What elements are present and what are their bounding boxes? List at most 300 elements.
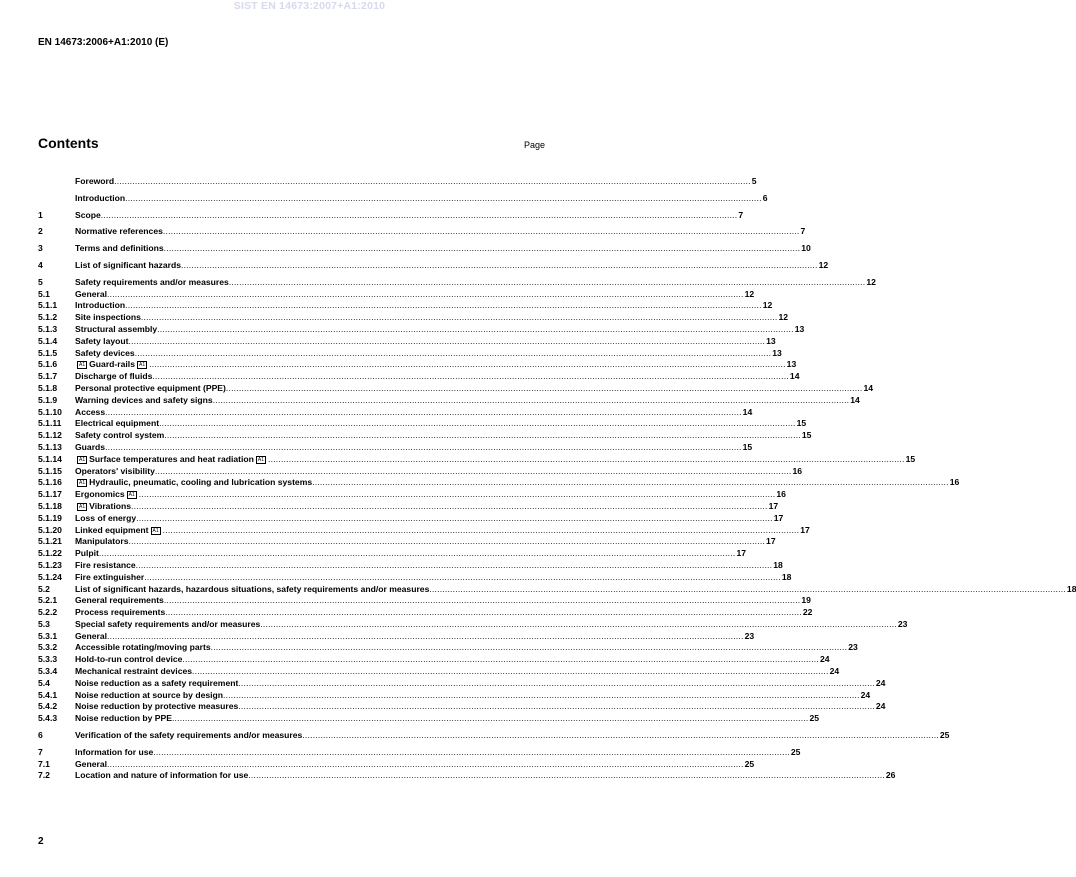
toc-entry[interactable] <box>38 382 874 395</box>
dot-leader <box>223 690 860 702</box>
toc-entry-title: Accessible rotating/moving parts <box>75 642 211 653</box>
toc-entry-title-wrap <box>75 312 141 324</box>
toc-entry-page: 19 <box>801 595 811 606</box>
dot-leader <box>155 466 792 478</box>
toc-entry[interactable] <box>38 209 744 222</box>
toc-entry-title-wrap <box>75 759 107 771</box>
toc-entry-page: 18 <box>1066 583 1076 594</box>
amendment-marker-icon: A1 <box>138 362 146 369</box>
dot-leader <box>153 747 790 759</box>
toc-entry-title-wrap <box>75 454 268 466</box>
toc-entry[interactable] <box>38 441 753 454</box>
toc-entry-title: Discharge of fluids <box>75 371 153 382</box>
toc-entry-page: 15 <box>742 441 753 452</box>
toc-entry-number: 5.2.1 <box>38 595 58 606</box>
dot-leader <box>163 525 800 537</box>
toc-entry[interactable] <box>38 418 807 430</box>
toc-entry-title: Operators' visibility <box>75 465 155 476</box>
dot-leader <box>164 243 801 255</box>
toc-entry-title-wrap <box>75 324 157 336</box>
dot-leader <box>99 548 736 560</box>
toc-entry-page: 25 <box>809 713 820 724</box>
toc-entry-title-wrap <box>75 176 114 188</box>
toc-entry-title: Noise reduction by PPE <box>75 713 172 724</box>
dot-leader <box>165 607 802 619</box>
toc-entry-page: 6 <box>762 192 768 203</box>
toc-entry-number: 7.1 <box>38 758 50 769</box>
toc-entry[interactable] <box>38 312 789 324</box>
dot-leader <box>164 430 801 442</box>
toc-entry-page: 12 <box>818 259 829 270</box>
toc-entry-title-wrap <box>75 501 131 513</box>
toc-entry-title-wrap <box>75 584 429 596</box>
toc-entry-page: 22 <box>802 607 813 618</box>
dot-leader <box>238 701 875 713</box>
watermark: SIST EN 14673:2007+A1:2010 <box>233 0 386 12</box>
toc-entry-number: 5.1.6 <box>38 359 58 370</box>
toc-entry-page: 13 <box>786 359 797 370</box>
toc-entry-title: Information for use <box>75 746 154 757</box>
dot-leader <box>139 489 776 501</box>
toc-entry-title-wrap <box>75 210 101 222</box>
toc-entry-number: 1 <box>38 209 43 220</box>
toc-entry-title-wrap <box>75 226 163 238</box>
amendment-marker-icon: A1 <box>152 527 159 534</box>
toc-entry-title: Noise reduction as a safety requirement <box>75 677 239 688</box>
toc-entry-page: 24 <box>829 666 840 677</box>
toc-entry-page: 24 <box>819 654 830 665</box>
toc-entry-title: Noise reduction by protective measures <box>75 701 239 712</box>
toc-entry-number: 5.1.10 <box>38 406 62 417</box>
dot-leader <box>105 407 742 419</box>
toc-entry[interactable] <box>38 571 792 584</box>
toc-entry-title: Introduction <box>75 300 126 311</box>
toc-entry-title-wrap <box>75 525 163 537</box>
toc-entry-title: List of significant hazards, hazardous situations, safety requirements and/or measures <box>75 583 430 594</box>
toc-entry-title-wrap <box>75 701 238 713</box>
toc-entry-number: 3 <box>38 243 43 254</box>
toc-entry-title-wrap <box>75 536 128 548</box>
toc-entry-title-wrap <box>75 407 105 419</box>
table-of-contents <box>38 176 1076 782</box>
toc-entry[interactable] <box>38 666 840 678</box>
toc-entry-number: 5.1.19 <box>38 512 62 523</box>
toc-entry-title-wrap <box>75 395 213 407</box>
toc-entry[interactable] <box>38 347 782 360</box>
toc-entry-title-wrap <box>75 713 172 725</box>
dot-leader <box>141 312 778 324</box>
toc-entry-number: 5.1.15 <box>38 465 62 476</box>
toc-entry-title-wrap <box>75 489 139 501</box>
toc-entry-page: 25 <box>939 730 950 741</box>
toc-entry-number: 5.4.2 <box>38 701 58 712</box>
toc-entry-page: 16 <box>776 489 786 500</box>
toc-entry-page: 14 <box>742 406 753 417</box>
toc-entry-number: 5.1.23 <box>38 559 62 570</box>
toc-entry-page: 14 <box>850 394 860 405</box>
dot-leader <box>159 418 796 430</box>
toc-entry[interactable] <box>38 770 896 782</box>
toc-entry[interactable] <box>38 453 916 466</box>
page-column-label: Page <box>523 140 545 150</box>
toc-entry-page: 5 <box>751 176 757 186</box>
toc-entry-title-wrap <box>75 595 164 607</box>
toc-entry-title: Noise reduction at source by design <box>75 689 224 700</box>
toc-entry-title-wrap <box>75 477 312 489</box>
toc-entry-title: Site inspections <box>75 312 141 323</box>
toc-entry-number: 5.4 <box>38 677 50 688</box>
dot-leader <box>135 348 772 360</box>
toc-entry[interactable] <box>38 259 829 272</box>
toc-entry-number: 5.3 <box>38 618 50 629</box>
toc-entry-number: 5.1.14 <box>38 453 62 464</box>
toc-entry-title: Hold-to-run control device <box>75 654 183 665</box>
toc-entry[interactable] <box>38 595 811 607</box>
toc-entry[interactable] <box>38 559 783 572</box>
toc-entry-title: Guards <box>75 441 106 452</box>
toc-entry[interactable] <box>38 406 753 419</box>
dot-leader <box>268 454 905 466</box>
toc-entry-title-wrap <box>75 654 182 666</box>
dot-leader <box>136 560 773 572</box>
dot-leader <box>157 324 794 336</box>
toc-entry-title-wrap <box>75 770 248 782</box>
toc-entry-title: Personal protective equipment (PPE) <box>75 382 226 393</box>
toc-entry-number: 5.3.1 <box>38 630 58 641</box>
toc-entry[interactable] <box>38 618 908 631</box>
toc-entry-title: Fire extinguisher <box>75 571 145 582</box>
toc-entry-title: Guard-rails <box>89 359 135 370</box>
dot-leader <box>312 477 949 489</box>
toc-entry[interactable] <box>38 335 776 348</box>
toc-entry-page: 10 <box>801 243 811 254</box>
toc-entry[interactable] <box>38 548 746 560</box>
toc-entry-title-wrap <box>75 560 136 572</box>
toc-entry[interactable] <box>38 500 779 513</box>
toc-entry[interactable] <box>38 730 950 742</box>
toc-entry-title-wrap <box>75 642 211 654</box>
dot-leader <box>229 277 866 289</box>
toc-entry-title: Pulpit <box>75 548 99 559</box>
dot-leader <box>101 210 738 222</box>
toc-entry-page: 14 <box>863 382 874 393</box>
dot-leader <box>181 260 818 272</box>
dot-leader <box>164 595 801 607</box>
toc-entry-page: 12 <box>744 288 755 299</box>
toc-entry-number: 5.1.20 <box>38 524 62 535</box>
toc-entry-title-wrap <box>75 300 125 312</box>
toc-entry[interactable] <box>38 524 810 537</box>
toc-entry-number: 7 <box>38 746 43 757</box>
toc-entry-number: 5.1.3 <box>38 323 58 334</box>
toc-entry-number: 2 <box>38 226 43 237</box>
contents-title: Contents <box>38 135 99 151</box>
toc-entry[interactable] <box>38 701 886 713</box>
toc-entry-title: Foreword <box>75 176 115 186</box>
toc-entry-page: 24 <box>875 701 886 712</box>
dot-leader <box>238 678 875 690</box>
toc-entry-page: 17 <box>768 500 779 511</box>
page-number: 2 <box>38 836 44 847</box>
toc-entry-page: 24 <box>875 677 886 688</box>
toc-entry-title: Verification of the safety requirements and/or measures <box>75 730 303 741</box>
toc-entry-title: Ergonomics <box>75 489 125 500</box>
dot-leader <box>125 300 762 312</box>
toc-entry-number: 5.1.16 <box>38 477 62 488</box>
amendment-marker-icon: A1 <box>79 480 86 487</box>
toc-entry[interactable] <box>38 465 803 478</box>
toc-entry-page: 15 <box>905 453 916 464</box>
toc-entry[interactable] <box>38 642 858 654</box>
dot-leader <box>429 584 1066 596</box>
toc-entry-number: 5.1.18 <box>38 500 62 511</box>
toc-entry-page: 12 <box>866 276 876 287</box>
toc-entry-number: 5.1.13 <box>38 441 62 452</box>
toc-entry-page: 25 <box>744 758 755 769</box>
toc-entry-title: Electrical equipment <box>75 418 160 429</box>
toc-entry-title: General <box>75 630 108 641</box>
toc-entry-title: Safety layout <box>75 335 129 346</box>
toc-entry-title-wrap <box>75 678 238 690</box>
toc-entry-title-wrap <box>75 336 129 348</box>
toc-entry-number: 5.2 <box>38 583 50 594</box>
dot-leader <box>125 193 762 205</box>
toc-entry-number: 5.1.8 <box>38 382 58 393</box>
toc-entry-title: Fire resistance <box>75 559 136 570</box>
toc-entry-title-wrap <box>75 442 105 454</box>
toc-entry[interactable] <box>38 758 755 771</box>
toc-entry-title: Safety control system <box>75 430 165 441</box>
toc-entry-number: 5.1 <box>38 288 50 299</box>
toc-entry-number: 5.1.24 <box>38 571 62 582</box>
amendment-marker-icon: A1 <box>79 456 86 463</box>
dot-leader <box>131 501 768 513</box>
toc-entry[interactable] <box>38 512 784 525</box>
toc-entry-number: 5.1.11 <box>38 418 62 429</box>
toc-entry-title: Scope <box>75 209 101 220</box>
dot-leader <box>144 572 781 584</box>
toc-entry[interactable] <box>38 536 776 548</box>
toc-entry-title: Normative references <box>75 226 163 237</box>
dot-leader <box>213 395 850 407</box>
toc-entry-title-wrap <box>75 548 99 560</box>
dot-leader <box>163 226 800 238</box>
toc-entry-title: List of significant hazards <box>75 259 182 270</box>
dot-leader <box>105 442 742 454</box>
toc-entry-number: 6 <box>38 730 43 741</box>
toc-entry-number: 5.3.4 <box>38 666 58 677</box>
dot-leader <box>226 383 863 395</box>
toc-entry-title-wrap <box>75 260 181 272</box>
toc-entry-number: 5.4.3 <box>38 713 58 724</box>
toc-entry-title: Manipulators <box>75 536 129 547</box>
toc-entry-page: 23 <box>897 618 908 629</box>
toc-entry-title-wrap <box>75 466 155 478</box>
toc-entry-number: 5.2.2 <box>38 607 58 618</box>
toc-entry-number: 5.1.4 <box>38 335 58 346</box>
toc-entry[interactable] <box>38 300 773 312</box>
amendment-marker-icon: A1 <box>257 456 265 463</box>
toc-entry-page: 18 <box>773 559 783 570</box>
toc-entry-title-wrap <box>75 690 223 702</box>
toc-entry[interactable] <box>38 630 755 643</box>
toc-entry-page: 16 <box>792 465 803 476</box>
toc-entry-number: 5.1.1 <box>38 300 58 311</box>
toc-entry-number: 5.1.17 <box>38 489 62 500</box>
toc-entry-number: 5 <box>38 276 43 287</box>
toc-entry[interactable] <box>38 276 876 289</box>
toc-entry-title-wrap <box>75 513 136 525</box>
toc-entry[interactable] <box>38 226 806 238</box>
amendment-marker-icon: A1 <box>79 362 86 369</box>
toc-entry-page: 15 <box>801 430 812 441</box>
toc-entry-page: 25 <box>790 746 801 757</box>
toc-entry-title: Warning devices and safety signs <box>75 394 213 405</box>
toc-entry-title: Safety requirements and/or measures <box>75 276 229 287</box>
toc-entry-title-wrap <box>75 607 165 619</box>
toc-entry-page: 26 <box>885 770 896 781</box>
toc-entry[interactable] <box>38 192 768 205</box>
toc-entry-page: 17 <box>800 524 810 535</box>
toc-entry-title: Safety devices <box>75 347 135 358</box>
toc-entry[interactable] <box>38 489 786 501</box>
toc-entry[interactable] <box>38 288 755 301</box>
dot-leader <box>260 619 897 631</box>
toc-entry-page: 13 <box>794 323 805 334</box>
toc-entry-title-wrap <box>75 359 149 371</box>
toc-entry-page: 23 <box>744 630 755 641</box>
toc-entry-title-wrap <box>75 619 260 631</box>
dot-leader <box>211 642 848 654</box>
toc-entry-page: 13 <box>772 347 782 358</box>
dot-leader <box>107 289 744 301</box>
dot-leader <box>136 513 773 525</box>
toc-entry-page: 7 <box>800 226 806 237</box>
toc-entry-title: Process requirements <box>75 607 166 618</box>
toc-entry[interactable] <box>38 677 886 690</box>
toc-entry-title-wrap <box>75 730 302 742</box>
toc-entry-title-wrap <box>75 193 125 205</box>
toc-entry-number: 7.2 <box>38 770 50 781</box>
toc-entry[interactable] <box>38 243 811 255</box>
toc-entry[interactable] <box>38 477 960 489</box>
toc-entry-page: 18 <box>781 571 792 582</box>
toc-entry-title-wrap <box>75 666 192 678</box>
toc-entry-title-wrap <box>75 243 164 255</box>
toc-entry-page: 14 <box>789 371 800 382</box>
toc-entry-number: 5.1.22 <box>38 548 62 559</box>
document-id: EN 14673:2006+A1:2010 (E) <box>38 37 169 48</box>
toc-entry-number: 5.1.5 <box>38 347 58 358</box>
toc-entry-title: Surface temperatures and heat radiation <box>89 453 254 464</box>
toc-entry[interactable] <box>38 713 820 725</box>
dot-leader <box>172 713 809 725</box>
toc-entry-title: Special safety requirements and/or measures <box>75 618 261 629</box>
toc-entry[interactable] <box>38 746 801 759</box>
toc-entry[interactable] <box>38 359 797 371</box>
toc-entry-title: Terms and definitions <box>75 243 164 254</box>
toc-entry[interactable] <box>38 394 860 407</box>
toc-entry-title: Structural assembly <box>75 323 158 334</box>
toc-entry-title-wrap <box>75 348 135 360</box>
toc-entry-title: Hydraulic, pneumatic, cooling and lubrication systems <box>89 477 313 488</box>
dot-leader <box>149 359 786 371</box>
toc-entry-title: General <box>75 758 108 769</box>
amendment-marker-icon: A1 <box>128 492 135 499</box>
toc-entry-number: 4 <box>38 259 43 270</box>
toc-entry-title: Introduction <box>75 192 126 203</box>
toc-entry-page: 12 <box>778 312 789 323</box>
toc-entry-title-wrap <box>75 383 226 395</box>
toc-entry-title: Mechanical restraint devices <box>75 666 193 677</box>
toc-entry-page: 23 <box>848 642 858 653</box>
toc-entry-title: Location and nature of information for use <box>75 770 249 781</box>
toc-entry-page: 12 <box>762 300 773 311</box>
toc-entry[interactable] <box>38 607 813 619</box>
dot-leader <box>152 371 789 383</box>
toc-entry-title-wrap <box>75 747 153 759</box>
toc-entry-title-wrap <box>75 631 107 643</box>
toc-entry-title-wrap <box>75 430 164 442</box>
toc-entry[interactable] <box>38 323 805 336</box>
toc-entry-title-wrap <box>75 289 107 301</box>
toc-entry-page: 16 <box>949 477 960 488</box>
toc-entry[interactable] <box>38 430 812 442</box>
dot-leader <box>129 336 766 348</box>
toc-entry[interactable] <box>38 654 830 666</box>
toc-entry[interactable] <box>38 176 757 188</box>
dot-leader <box>302 730 939 742</box>
dot-leader <box>114 176 751 188</box>
toc-entry[interactable] <box>38 689 871 702</box>
toc-entry-title: General <box>75 288 108 299</box>
toc-entry-title: Loss of energy <box>75 512 137 523</box>
toc-entry-number: 5.3.2 <box>38 642 58 653</box>
dot-leader <box>128 536 765 548</box>
toc-entry-title-wrap <box>75 371 152 383</box>
toc-entry-number: 5.1.7 <box>38 371 58 382</box>
toc-entry-page: 17 <box>766 536 776 547</box>
toc-entry-page: 13 <box>766 335 776 346</box>
toc-entry-number: 5.4.1 <box>38 689 58 700</box>
toc-entry-title: Access <box>75 406 106 417</box>
toc-entry-number: 5.3.3 <box>38 654 58 665</box>
toc-entry-title: General requirements <box>75 595 164 606</box>
dot-leader <box>192 666 829 678</box>
toc-entry-title: Vibrations <box>89 500 131 511</box>
dot-leader <box>107 631 744 643</box>
toc-entry-page: 17 <box>736 548 746 559</box>
toc-entry[interactable] <box>38 371 800 383</box>
toc-entry-title: Linked equipment <box>75 524 149 535</box>
dot-leader <box>182 654 819 666</box>
toc-entry-page: 17 <box>773 512 784 523</box>
toc-entry[interactable] <box>38 583 1076 596</box>
toc-entry-page: 7 <box>738 209 744 220</box>
toc-entry-title-wrap <box>75 572 144 584</box>
toc-entry-number: 5.1.12 <box>38 430 62 441</box>
dot-leader <box>107 759 744 771</box>
toc-entry-number: 5.1.2 <box>38 312 58 323</box>
toc-entry-number: 5.1.21 <box>38 536 62 547</box>
toc-entry-page: 24 <box>860 689 871 700</box>
toc-entry-page: 15 <box>796 418 807 429</box>
amendment-marker-icon: A1 <box>79 503 86 510</box>
dot-leader <box>248 770 885 782</box>
toc-entry-title-wrap <box>75 277 229 289</box>
toc-entry-title-wrap <box>75 418 159 430</box>
toc-entry-number: 5.1.9 <box>38 394 58 405</box>
